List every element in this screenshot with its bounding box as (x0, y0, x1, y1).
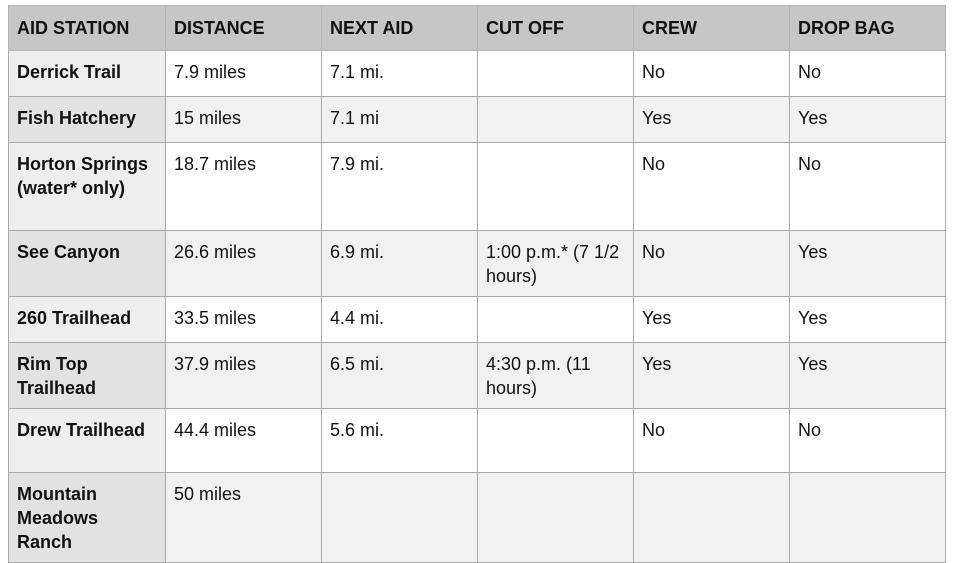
cell-drop-bag: Yes (790, 97, 946, 143)
cell-cut-off: 1:00 p.m.* (7 1/2 hours) (478, 231, 634, 297)
header-cut-off: CUT OFF (478, 6, 634, 51)
cell-next-aid: 7.1 mi. (322, 51, 478, 97)
cell-next-aid: 6.9 mi. (322, 231, 478, 297)
cell-distance: 37.9 miles (166, 343, 322, 409)
cell-crew: Yes (634, 97, 790, 143)
cell-station: Fish Hatchery (9, 97, 166, 143)
cell-drop-bag: No (790, 51, 946, 97)
header-distance: DISTANCE (166, 6, 322, 51)
aid-station-table (8, 5, 946, 563)
cell-crew: No (634, 51, 790, 97)
cell-distance: 26.6 miles (166, 231, 322, 297)
cell-drop-bag: No (790, 143, 946, 231)
header-next-aid: NEXT AID (322, 6, 478, 51)
header-row (9, 6, 946, 51)
table-row (9, 343, 946, 409)
cell-crew: No (634, 143, 790, 231)
cell-next-aid: 7.1 mi (322, 97, 478, 143)
cell-station: Mountain Meadows Ranch (9, 473, 166, 563)
cell-distance: 15 miles (166, 97, 322, 143)
cell-distance: 50 miles (166, 473, 322, 563)
cell-cut-off (478, 297, 634, 343)
cell-next-aid: 7.9 mi. (322, 143, 478, 231)
cell-next-aid: 6.5 mi. (322, 343, 478, 409)
table-row (9, 231, 946, 297)
cell-distance: 33.5 miles (166, 297, 322, 343)
cell-crew (634, 473, 790, 563)
cell-crew: Yes (634, 343, 790, 409)
cell-cut-off (478, 97, 634, 143)
cell-distance: 44.4 miles (166, 409, 322, 473)
cell-station: See Canyon (9, 231, 166, 297)
header-crew: CREW (634, 6, 790, 51)
cell-crew: No (634, 231, 790, 297)
cell-crew: Yes (634, 297, 790, 343)
cell-drop-bag (790, 473, 946, 563)
table-row (9, 409, 946, 473)
cell-cut-off (478, 473, 634, 563)
table-row (9, 51, 946, 97)
cell-station: Rim Top Trailhead (9, 343, 166, 409)
cell-station: 260 Trailhead (9, 297, 166, 343)
table-row (9, 143, 946, 231)
table-row (9, 97, 946, 143)
cell-station: Derrick Trail (9, 51, 166, 97)
cell-drop-bag: Yes (790, 297, 946, 343)
cell-station: Horton Springs (water* only) (9, 143, 166, 231)
table-row (9, 473, 946, 563)
cell-cut-off: 4:30 p.m. (11 hours) (478, 343, 634, 409)
cell-drop-bag: Yes (790, 343, 946, 409)
cell-drop-bag: Yes (790, 231, 946, 297)
table-row (9, 297, 946, 343)
header-aid-station: AID STATION (9, 6, 166, 51)
cell-cut-off (478, 51, 634, 97)
cell-distance: 18.7 miles (166, 143, 322, 231)
cell-next-aid: 5.6 mi. (322, 409, 478, 473)
header-drop-bag: DROP BAG (790, 6, 946, 51)
cell-next-aid (322, 473, 478, 563)
cell-next-aid: 4.4 mi. (322, 297, 478, 343)
cell-drop-bag: No (790, 409, 946, 473)
cell-cut-off (478, 409, 634, 473)
cell-distance: 7.9 miles (166, 51, 322, 97)
cell-station: Drew Trailhead (9, 409, 166, 473)
cell-cut-off (478, 143, 634, 231)
cell-crew: No (634, 409, 790, 473)
